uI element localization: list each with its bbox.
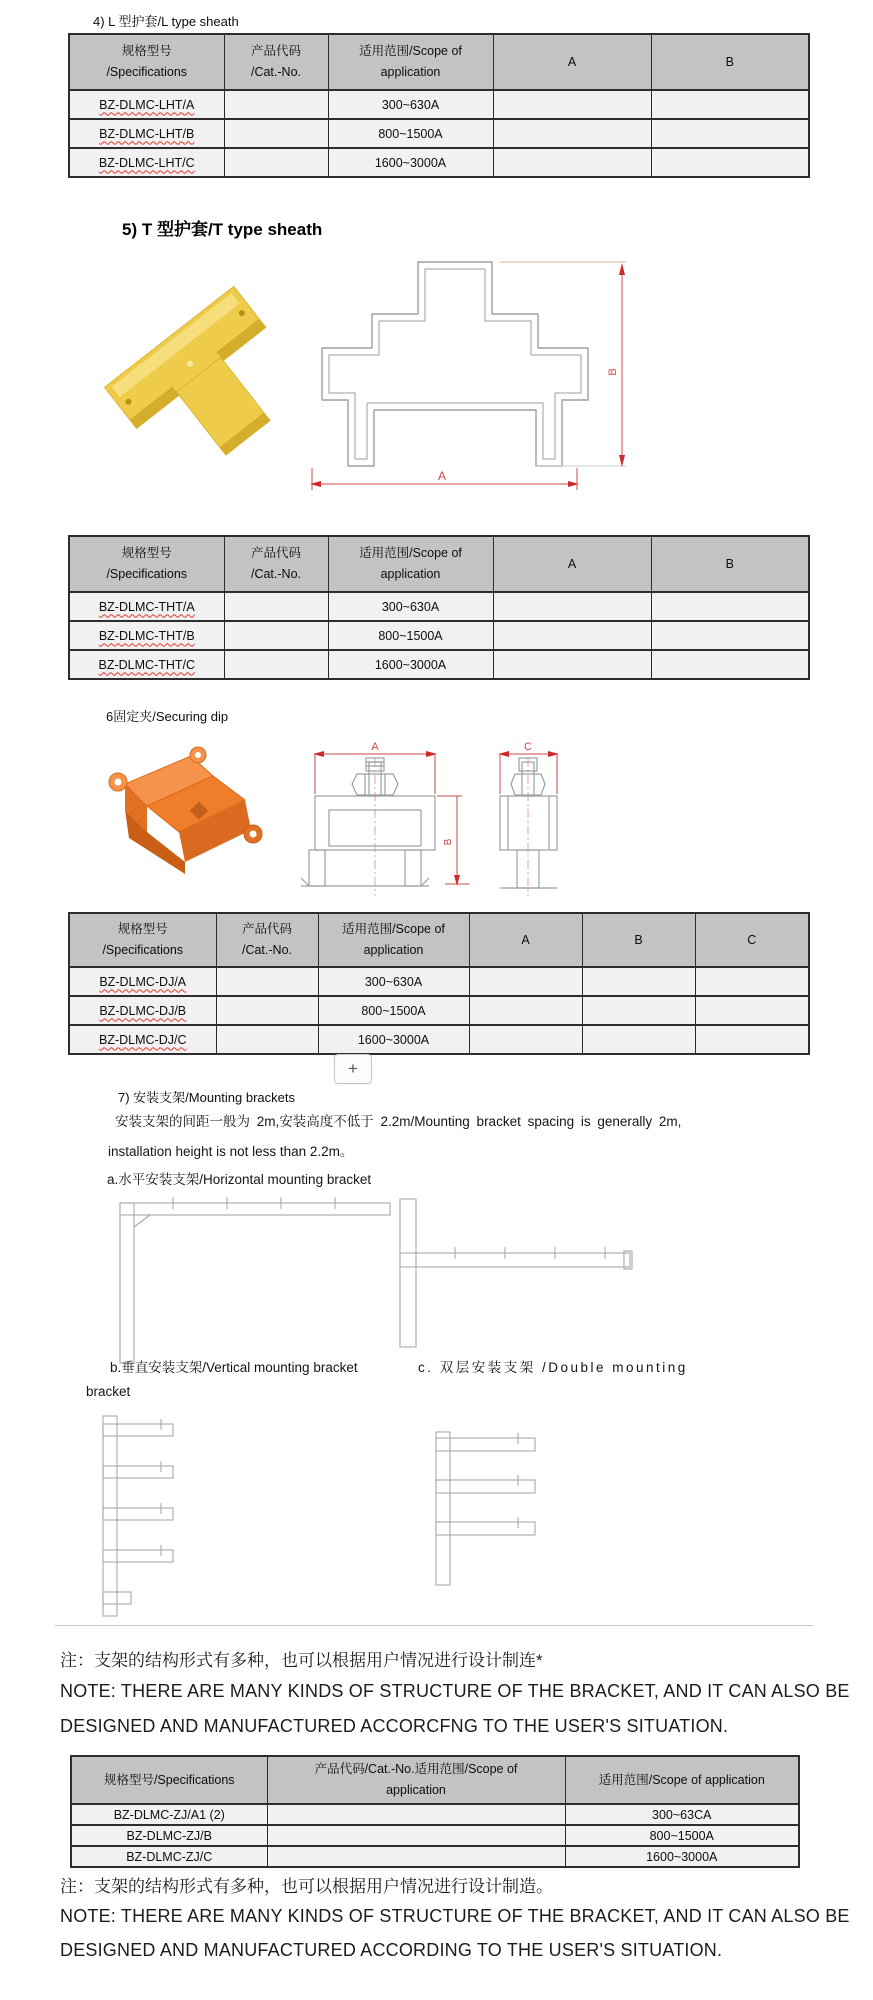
t-sheath-table xyxy=(68,535,810,680)
note-2-zh: 注：支架的结构形式有多种，也可以根据用户情况进行设计制造。 xyxy=(60,1877,553,1896)
cat-cell xyxy=(224,592,328,621)
item-b-label: b.垂直安装支架/Vertical mounting bracket xyxy=(110,1360,358,1375)
horizontal-bracket-drawing xyxy=(110,1195,640,1370)
note-2-en-line2: DESIGNED AND MANUFACTURED ACCORDING TO THE USER'S SITUATION. xyxy=(60,1940,723,1960)
dim-a-cell xyxy=(493,119,651,148)
cat-cell xyxy=(216,996,318,1025)
header-dim-b: B xyxy=(651,34,809,90)
table-header-row xyxy=(69,34,809,90)
header-specifications: 规格型号 /Specifications xyxy=(69,536,224,592)
spec-cell: BZ-DLMC-THT/B xyxy=(69,621,224,650)
spec-cell: BZ-DLMC-THT/C xyxy=(69,650,224,679)
dim-b-cell xyxy=(651,592,809,621)
table-row xyxy=(69,967,809,996)
section-7-heading: 7) 安装支架/Mounting brackets xyxy=(118,1090,296,1105)
item-c-label-wrap: bracket xyxy=(86,1384,131,1399)
spec-cell: BZ-DLMC-THT/A xyxy=(69,592,224,621)
note-1-en-line1: NOTE: THERE ARE MANY KINDS OF STRUCTURE OF THE BRACKET, AND IT CAN ALSO BE xyxy=(60,1681,850,1701)
cat-cell xyxy=(267,1846,565,1867)
securing-clip-photo xyxy=(95,742,285,907)
dim-a-label: A xyxy=(437,469,447,483)
item-c-label: c. 双层安装支架 /Double mounting xyxy=(418,1360,688,1375)
spec-cell: BZ-DLMC-ZJ/B xyxy=(71,1825,267,1846)
note-2-en-line1: NOTE: THERE ARE MANY KINDS OF STRUCTURE OF THE BRACKET, AND IT CAN ALSO BE xyxy=(60,1906,850,1926)
note-1-zh: 注：支架的结构形式有多种，也可以根据用户情况进行设计制连* xyxy=(60,1651,543,1670)
dim-a-cell xyxy=(493,90,651,119)
clip-dim-b-label: B xyxy=(443,838,454,846)
spec-cell: BZ-DLMC-LHT/C xyxy=(69,148,224,177)
dim-c-cell xyxy=(695,1025,809,1054)
spec-cell: BZ-DLMC-DJ/B xyxy=(69,996,216,1025)
cat-cell xyxy=(224,650,328,679)
table-row xyxy=(71,1804,799,1825)
table-row xyxy=(71,1846,799,1867)
bracket-spacing-text-line2: installation height is not less than 2.2m。 xyxy=(108,1144,354,1159)
spec-cell: BZ-DLMC-ZJ/A1 (2) xyxy=(71,1804,267,1825)
header-dim-a: A xyxy=(493,34,651,90)
table-row xyxy=(71,1825,799,1846)
table-row xyxy=(69,1025,809,1054)
clip-dim-a-label: A xyxy=(371,741,379,753)
scope-cell: 1600~3000A xyxy=(565,1846,799,1867)
scope-cell: 300~630A xyxy=(328,592,493,621)
vertical-bracket-drawing xyxy=(95,1414,185,1624)
cat-cell xyxy=(216,967,318,996)
dim-b-cell xyxy=(582,967,695,996)
header-cat-no-scope: 产品代码/Cat.-No.适用范围/Scope of application xyxy=(267,1756,565,1804)
header-cat-no: 产品代码 /Cat.-No. xyxy=(224,34,328,90)
table-row xyxy=(69,90,809,119)
dim-a-cell xyxy=(469,996,582,1025)
section-6-heading: 6固定夹/Securing dip xyxy=(106,709,229,724)
section-divider xyxy=(55,1625,813,1626)
table-row xyxy=(69,650,809,679)
scope-cell: 300~63CA xyxy=(565,1804,799,1825)
dim-a-cell xyxy=(493,148,651,177)
section-4-heading: 4) L 型护套/L type sheath xyxy=(93,14,239,29)
dim-a-cell xyxy=(493,621,651,650)
cat-cell xyxy=(267,1804,565,1825)
header-specifications: 规格型号 /Specifications xyxy=(69,913,216,967)
header-scope: 适用范围/Scope of application xyxy=(318,913,469,967)
table-header-row xyxy=(69,536,809,592)
mounting-bracket-table xyxy=(70,1755,800,1868)
plus-icon: + xyxy=(348,1059,358,1078)
header-specifications: 规格型号/Specifications xyxy=(71,1756,267,1804)
scope-cell: 800~1500A xyxy=(318,996,469,1025)
scope-cell: 1600~3000A xyxy=(328,650,493,679)
cat-cell xyxy=(224,621,328,650)
spec-cell: BZ-DLMC-DJ/A xyxy=(69,967,216,996)
bracket-spacing-text-line1: 安装支架的间距一般为 2m,安装高度不低于 2.2m/Mounting bracket spacing is generally 2m, xyxy=(115,1114,682,1129)
scope-cell: 1600~3000A xyxy=(328,148,493,177)
securing-clip-table xyxy=(68,912,810,1055)
table-header-row xyxy=(71,1756,799,1804)
cat-cell xyxy=(224,148,328,177)
cat-cell xyxy=(224,119,328,148)
clip-dim-c-label: C xyxy=(524,741,532,753)
dim-b-cell xyxy=(651,119,809,148)
header-scope: 适用范围/Scope of application xyxy=(328,34,493,90)
dim-b-cell xyxy=(582,1025,695,1054)
dim-c-cell xyxy=(695,996,809,1025)
dim-b-cell xyxy=(651,621,809,650)
header-cat-no: 产品代码 /Cat.-No. xyxy=(216,913,318,967)
header-scope: 适用范围/Scope of application xyxy=(565,1756,799,1804)
dim-b-cell xyxy=(651,148,809,177)
header-dim-b: B xyxy=(651,536,809,592)
table-row xyxy=(69,592,809,621)
spec-cell: BZ-DLMC-DJ/C xyxy=(69,1025,216,1054)
dim-b-cell xyxy=(582,996,695,1025)
scope-cell: 300~630A xyxy=(318,967,469,996)
dim-a-cell xyxy=(469,967,582,996)
header-scope: 适用范围/Scope of application xyxy=(328,536,493,592)
header-cat-no: 产品代码 /Cat.-No. xyxy=(224,536,328,592)
table-row xyxy=(69,621,809,650)
table-row xyxy=(69,148,809,177)
scope-cell: 1600~3000A xyxy=(318,1025,469,1054)
l-sheath-table xyxy=(68,33,810,178)
t-sheath-drawing xyxy=(290,250,640,500)
dim-b-cell xyxy=(651,90,809,119)
dim-c-cell xyxy=(695,967,809,996)
scope-cell: 800~1500A xyxy=(565,1825,799,1846)
scope-cell: 300~630A xyxy=(328,90,493,119)
header-dim-a: A xyxy=(469,913,582,967)
dim-a-cell xyxy=(493,592,651,621)
table-header-row xyxy=(69,913,809,967)
spec-cell: BZ-DLMC-LHT/A xyxy=(69,90,224,119)
note-1-en-line2: DESIGNED AND MANUFACTURED ACCORCFNG TO THE USER'S SITUATION. xyxy=(60,1716,729,1736)
header-dim-b: B xyxy=(582,913,695,967)
cat-cell xyxy=(224,90,328,119)
scope-cell: 800~1500A xyxy=(328,119,493,148)
section-5-heading: 5) T 型护套/T type sheath xyxy=(122,220,323,239)
expand-button[interactable] xyxy=(334,1054,372,1084)
cat-cell xyxy=(216,1025,318,1054)
securing-clip-drawing xyxy=(295,738,665,906)
dim-b-label: B xyxy=(607,368,619,376)
cat-cell xyxy=(267,1825,565,1846)
header-specifications: 规格型号 /Specifications xyxy=(69,34,224,90)
double-bracket-drawing xyxy=(430,1430,545,1590)
dim-a-cell xyxy=(469,1025,582,1054)
header-dim-c: C xyxy=(695,913,809,967)
dim-b-cell xyxy=(651,650,809,679)
dim-a-cell xyxy=(493,650,651,679)
t-sheath-photo xyxy=(95,250,295,485)
scope-cell: 800~1500A xyxy=(328,621,493,650)
item-a-label: a.水平安装支架/Horizontal mounting bracket xyxy=(107,1172,372,1187)
spec-cell: BZ-DLMC-LHT/B xyxy=(69,119,224,148)
table-row xyxy=(69,119,809,148)
spec-cell: BZ-DLMC-ZJ/C xyxy=(71,1846,267,1867)
header-dim-a: A xyxy=(493,536,651,592)
table-row xyxy=(69,996,809,1025)
